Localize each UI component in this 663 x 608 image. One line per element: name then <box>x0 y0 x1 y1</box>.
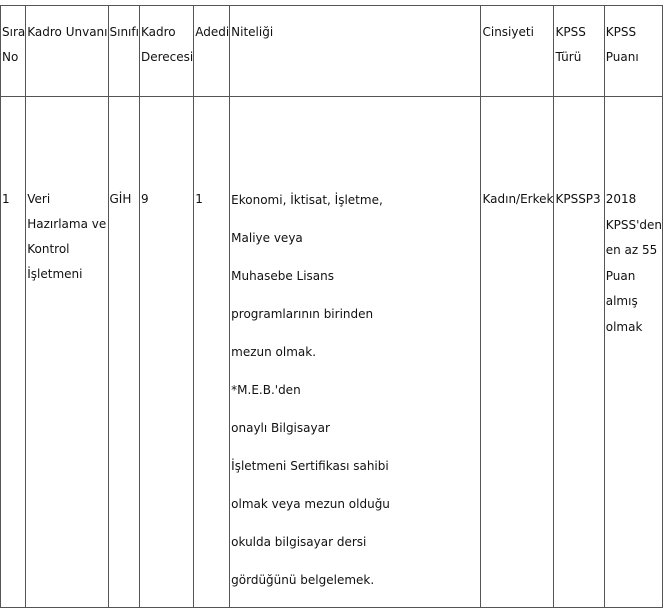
cell-kpss-turu: KPSSP3 <box>554 97 604 608</box>
header-cinsiyeti: Cinsiyeti <box>481 6 554 97</box>
header-sira-no: Sıra No <box>1 6 26 97</box>
header-kadro-unvani: Kadro Unvanı <box>26 6 108 97</box>
header-adedi: Adedi <box>194 6 230 97</box>
table-header-row <box>1 6 663 97</box>
cell-cinsiyeti: Kadın/Erkek <box>481 97 554 608</box>
cell-adedi: 1 <box>194 97 230 608</box>
cell-niteligi: Ekonomi, İktisat, İşletme, Maliye veya Muhasebe Lisans programlarının birinden mezun olmak. *M.E.B.'den onaylı Bilgisayar İşletmeni Sertifikası sahibi olmak veya mezun olduğu okulda bilgisayar dersi gördüğünü belgelemek. <box>230 97 481 608</box>
header-sinifi: Sınıfı <box>108 6 139 97</box>
header-kpss-turu: KPSS Türü <box>554 6 604 97</box>
cell-sira-no: 1 <box>1 97 26 608</box>
header-niteligi: Niteliği <box>230 6 481 97</box>
header-kpss-puani: KPSS Puanı <box>604 6 662 97</box>
cell-kadro-unvani: Veri Hazırlama ve Kontrol İşletmeni <box>26 97 108 608</box>
job-requirements-table <box>0 5 663 608</box>
cell-sinifi: GİH <box>108 97 139 608</box>
table-row <box>1 97 663 608</box>
cell-kpss-puani: 2018 KPSS'den en az 55 Puan almış olmak <box>604 97 662 608</box>
header-kadro-derecesi: Kadro Derecesi <box>139 6 193 97</box>
cell-kadro-derecesi: 9 <box>139 97 193 608</box>
